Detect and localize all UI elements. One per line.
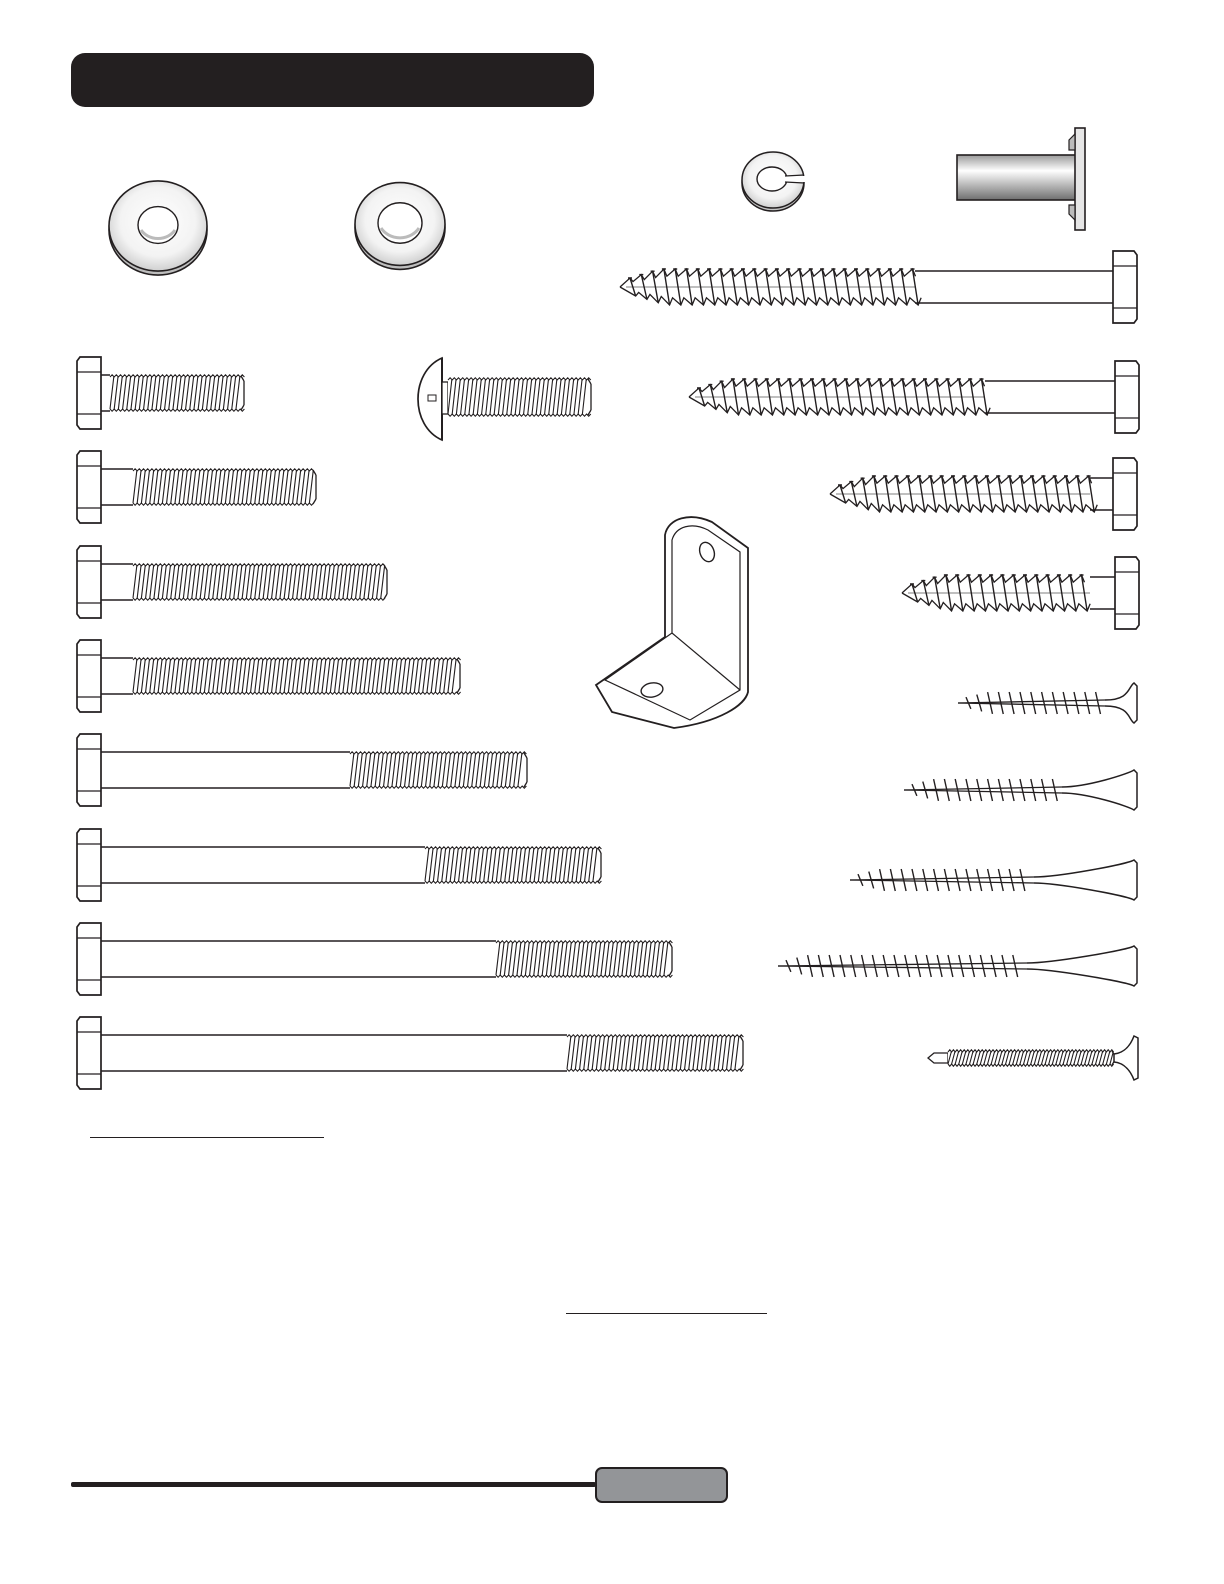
hex-bolt-icon <box>77 546 387 618</box>
wood-screw-icon <box>904 770 1137 810</box>
self-drilling-screw-icon <box>928 1036 1138 1080</box>
hex-bolt-icon <box>77 1017 743 1089</box>
hex-bolt-icon <box>77 923 672 995</box>
flat-washer-icon <box>109 181 207 275</box>
wood-screw-icon <box>850 860 1137 900</box>
l-bracket-icon <box>596 517 748 728</box>
blank-line-2 <box>566 1313 767 1314</box>
wood-screw-icon <box>958 683 1137 723</box>
lag-screw-icon <box>830 458 1137 530</box>
lag-screw-icon <box>902 557 1139 629</box>
wood-screw-icon <box>778 946 1137 986</box>
hex-bolt-icon <box>77 357 244 429</box>
page-number-tab <box>595 1467 728 1503</box>
hex-bolt-icon <box>77 829 601 901</box>
footer-rule <box>71 1482 596 1487</box>
hex-bolt-icon <box>77 734 527 806</box>
tee-nut-icon <box>957 128 1085 230</box>
lock-washer-icon <box>742 152 805 211</box>
blank-line-1 <box>90 1137 324 1138</box>
hex-bolt-icon <box>77 451 316 523</box>
lag-screw-icon <box>689 361 1139 433</box>
flat-washer-icon <box>355 183 445 270</box>
lag-screw-icon <box>620 251 1137 323</box>
hex-bolt-icon <box>77 640 461 712</box>
truss-head-bolt-icon <box>418 358 591 440</box>
